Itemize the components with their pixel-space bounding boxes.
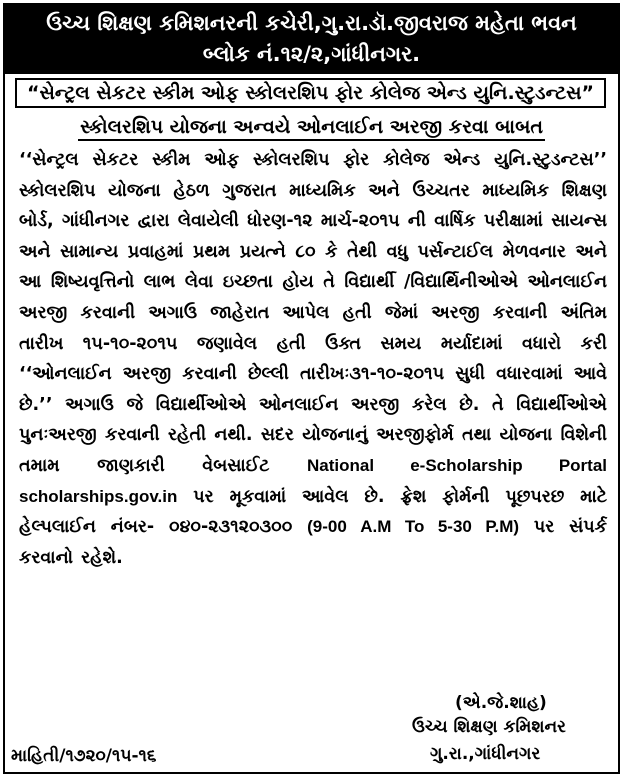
publication-reference: માહિતી/૧૭૨૦/૧૫-૧૬ — [11, 746, 157, 766]
helpline-hours: (9-00 A.M To 5-30 P.M) — [307, 517, 520, 537]
portal-name: National e-Scholarship Portal — [306, 455, 608, 475]
body-paragraph-part3: પર સંપર્ક કરવાનો રહેશે. — [19, 517, 608, 568]
notice-subject — [5, 114, 618, 140]
body-paragraph-part2: પર મૂકવામાં આવેલ છે. ફ્રેશ ફોર્મની પૂછપરછ માટે હેલ્પલાઈન નંબર- ૦૪૦-૨૩૧૨૦૩૦૦ — [19, 486, 608, 538]
office-header — [5, 5, 618, 74]
subject-text: સ્કોલરશિપ યોજના અન્વયે ઓનલાઈન અરજી કરવા બાબત — [78, 116, 545, 141]
office-name: ઉચ્ચ શિક્ષણ કમિશનરની કચેરી,ગુ.રા.ડૉ.જીવરાજ મહેતા ભવન — [46, 11, 577, 35]
notice-body — [19, 145, 607, 573]
website-address: scholarships.gov.in — [19, 486, 178, 506]
signatory-title: ઉચ્ચ શિક્ષણ કમિશનર — [412, 717, 566, 737]
body-paragraph-part1: ‘‘સેન્ટ્રલ સેકટર સ્કીમ ઓફ સ્કોલરશિપ ફોર કોલેજ એન્ડ યુનિ.સ્ટુડન્ટસ’’ સ્કોલરશિપ યોજના હેઠળ ગુજરાત માધ્યમિક અને ઉચ્ચતર માધ્યમિક શિક્ષણ બોર્ડ, ગાંધીનગર દ્વારા લેવાયેલી ધોરણ-૧૨ માર્ચ-૨૦૧૫ ની વાર્ષિક પરીક્ષામાં સાયન્સ અને સામાન્ય પ્રવાહમાં પ્રથમ પ્રયત્ને ૮૦ કે તેથી વધુ પર્સન્ટાઈલ મેળવનાર અને આ શિષ્યવૃત્તિનો લાભ લેવા ઇચ્છતા હોય તે વિદ્યાર્થી /વિદ્યાર્થિનીઓએ ઓનલાઈન અરજી કરવાની અગાઉ જાહેરાત આપેલ હતી જેમાં અરજી કરવાની અંતિમ તારીખ ૧૫-૧૦-૨૦૧૫ જણાવેલ હતી ઉક્ત સમય મર્યાદામાં વધારો કરી ‘‘ઓનલાઈન અરજી કરવાની છેલ્લી તારીખઃ૩૧-૧૦-૨૦૧૫ સુધી વધારવામાં આવે છે.’’ અગાઉ જે વિદ્યાર્થીઓએ ઓનલાઈન અરજી કરેલ છે. તે વિદ્યાર્થીઓએ પુનઃઅરજી કરવાની રહેતી નથી. સદર યોજનાનું અરજીફોર્મ તથા યોજના વિશેની તમામ જાણકારી વેબસાઈટ — [19, 150, 607, 476]
newspaper-notice — [3, 3, 620, 774]
scheme-title: “સેન્ટ્રલ સેકટર સ્કીમ ઓફ સ્કોલરશિપ ફોર કોલેજ એન્ડ યુનિ.સ્ટુડન્ટસ” — [15, 78, 606, 108]
office-address: બ્લોક નં.૧૨/૨,ગાંધીનગર. — [202, 42, 421, 66]
signatory-place: ગુ.રા.,ગાંધીનગર — [430, 744, 541, 764]
signatory-initials: (એ.જે.શાહ) — [455, 693, 547, 713]
